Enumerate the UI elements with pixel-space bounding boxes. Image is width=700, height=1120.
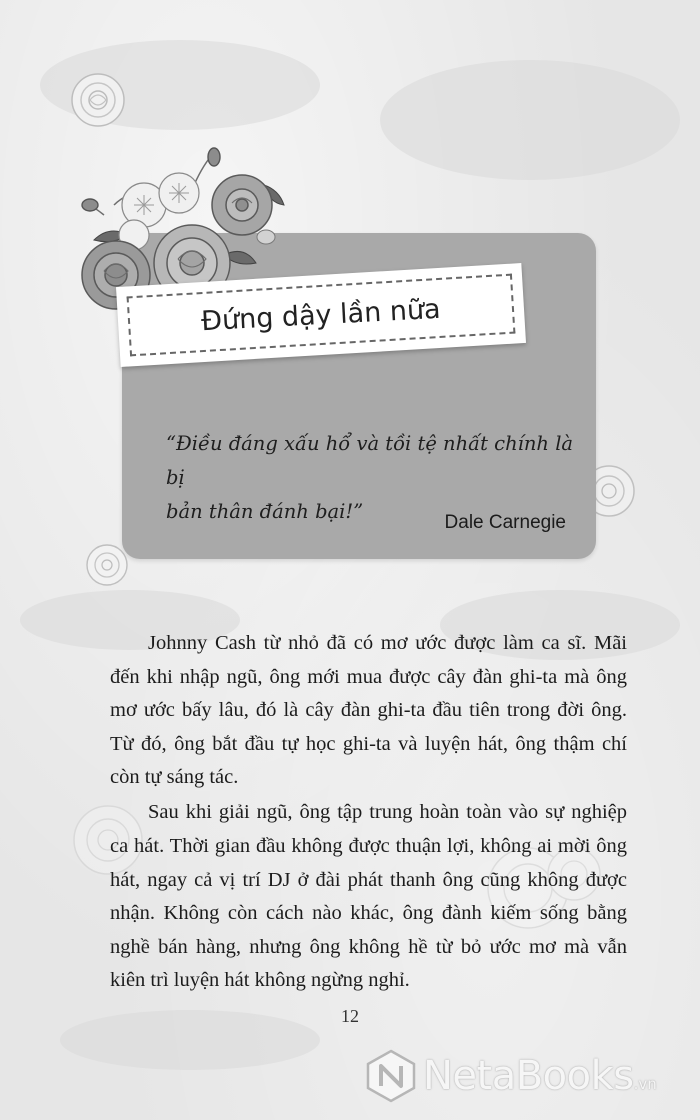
- page-number: 12: [341, 1006, 359, 1026]
- watermark: [365, 1046, 695, 1106]
- body-paragraph: Johnny Cash từ nhỏ đã có mơ ước được làm ca sĩ. Mãi đến khi nhập ngũ, ông mới mua được cây đàn ghi-ta mà ông mơ ước bấy lâu, đó là cây đàn ghi-ta đầu tiên trong đời ông. Từ đó, ông bắt đầu tự học ghi-ta và luyện hát, ông thậm chí còn tự sáng tác.: [110, 632, 627, 789]
- quote-line: bản thân đánh bại!”: [166, 500, 364, 523]
- rose-decoration-icon: [68, 70, 128, 130]
- body-paragraph: Sau khi giải ngũ, ông tập trung hoàn toàn vào sự nghiệp ca hát. Thời gian đầu không được thuận lợi, không ai mời ông hát, ngay cả vị trí DJ ở đài phát thanh ông cũng không được nhận. Không còn cách nào khác, ông đành kiếm sống bằng nghề bán hàng, nhưng ông không hề từ bỏ ước mơ mà vẫn kiên trì luyện hát không ngừng nghỉ.: [110, 801, 627, 992]
- chapter-title: Đứng dậy lần nữa: [200, 293, 442, 337]
- quote-author: Dale Carnegie: [444, 512, 566, 533]
- background-texture: [380, 60, 680, 180]
- body-text: [110, 627, 627, 1000]
- quote-line: “Điều đáng xấu hổ và tồi tệ nhất chính là bị: [166, 432, 574, 489]
- title-label-dashed-border: [127, 274, 516, 357]
- watermark-text: NetaBooks.vn: [423, 1053, 657, 1099]
- netabooks-logo-icon: [365, 1048, 417, 1104]
